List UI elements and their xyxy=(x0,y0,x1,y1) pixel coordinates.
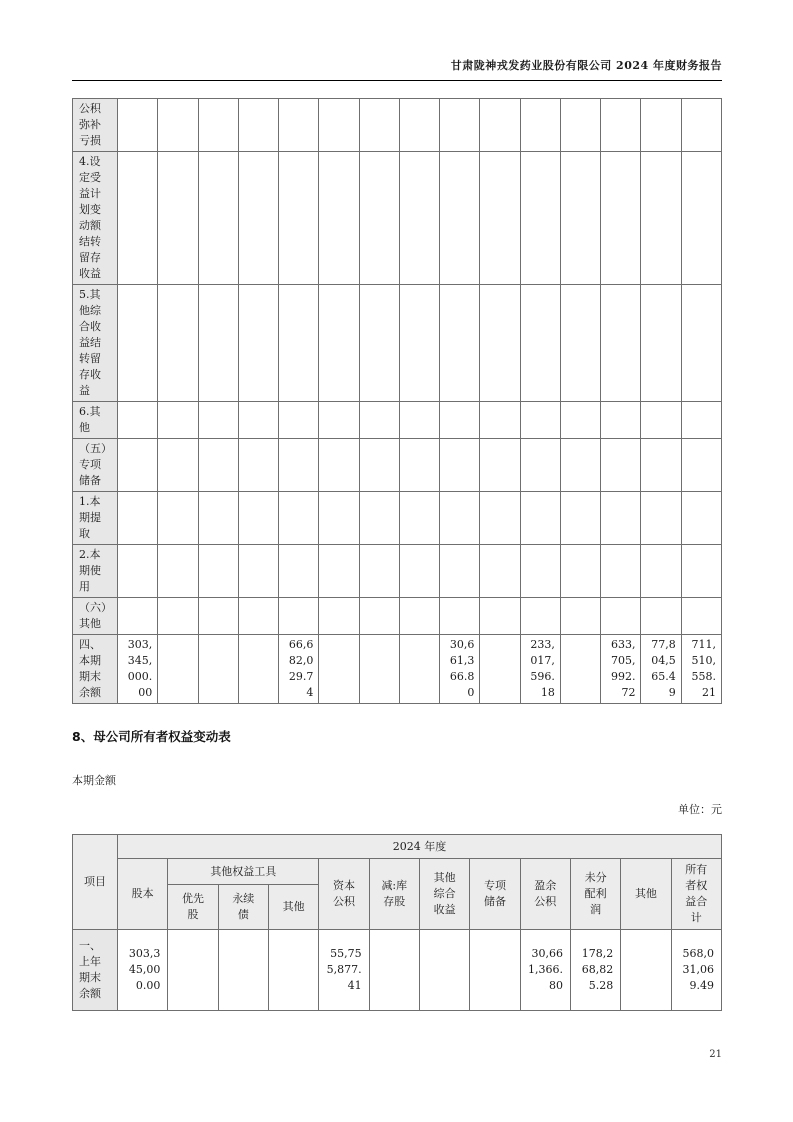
value-cell xyxy=(440,598,480,635)
row-label: 四、本期期末余额 xyxy=(73,635,118,704)
value-cell xyxy=(158,492,198,545)
value-cell xyxy=(601,598,641,635)
period-amount-label: 本期金额 xyxy=(72,774,116,787)
value-cell xyxy=(238,99,278,152)
value-cell: 303,345,000.00 xyxy=(118,930,168,1011)
value-cell xyxy=(601,439,641,492)
value-cell xyxy=(681,152,721,285)
col-header-capital-reserve: 资本公积 xyxy=(319,859,369,930)
value-cell xyxy=(279,285,319,402)
value-cell xyxy=(641,598,681,635)
value-cell xyxy=(560,439,600,492)
value-cell xyxy=(399,152,439,285)
value-cell xyxy=(158,99,198,152)
value-cell xyxy=(440,99,480,152)
value-cell xyxy=(560,492,600,545)
value-cell xyxy=(419,930,469,1011)
value-cell xyxy=(158,439,198,492)
value-cell xyxy=(681,402,721,439)
row-label: 2.本期使用 xyxy=(73,545,118,598)
table-row xyxy=(73,402,722,439)
value-cell xyxy=(118,402,158,439)
value-cell xyxy=(440,439,480,492)
value-cell xyxy=(369,930,419,1011)
value-cell xyxy=(319,402,359,439)
consolidated-equity-change-table-continued xyxy=(72,98,722,704)
value-cell xyxy=(399,492,439,545)
value-cell xyxy=(279,439,319,492)
col-header-less-treasury-shares: 减:库存股 xyxy=(369,859,419,930)
value-cell xyxy=(158,545,198,598)
col-header-item: 项目 xyxy=(73,835,118,930)
value-cell: 55,755,877.41 xyxy=(319,930,369,1011)
value-cell xyxy=(601,492,641,545)
value-cell xyxy=(198,99,238,152)
value-cell xyxy=(520,152,560,285)
value-cell xyxy=(399,635,439,704)
value-cell xyxy=(520,545,560,598)
value-cell xyxy=(198,285,238,402)
value-cell xyxy=(359,402,399,439)
value-cell xyxy=(359,99,399,152)
value-cell: 568,031,069.49 xyxy=(671,930,721,1011)
table-row xyxy=(73,598,722,635)
value-cell xyxy=(198,152,238,285)
value-cell xyxy=(238,439,278,492)
value-cell xyxy=(238,152,278,285)
value-cell xyxy=(198,635,238,704)
table-row xyxy=(73,492,722,545)
value-cell xyxy=(319,285,359,402)
value-cell xyxy=(238,635,278,704)
value-cell xyxy=(520,402,560,439)
value-cell xyxy=(118,492,158,545)
value-cell: 30,661,366.80 xyxy=(440,635,480,704)
value-cell xyxy=(520,439,560,492)
value-cell xyxy=(399,99,439,152)
parent-company-equity-change-table xyxy=(72,834,722,1011)
value-cell xyxy=(399,285,439,402)
col-header-other-equity-other: 其他 xyxy=(268,885,318,930)
value-cell xyxy=(359,439,399,492)
value-cell xyxy=(118,545,158,598)
value-cell xyxy=(399,545,439,598)
row-label: 6.其他 xyxy=(73,402,118,439)
value-cell xyxy=(480,152,520,285)
value-cell xyxy=(319,635,359,704)
row-label: 4.设定受益计划变动额结转留存收益 xyxy=(73,152,118,285)
col-header-share-capital: 股本 xyxy=(118,859,168,930)
table-row xyxy=(73,152,722,285)
value-cell xyxy=(319,492,359,545)
table-row xyxy=(73,635,722,704)
value-cell xyxy=(359,492,399,545)
value-cell xyxy=(480,635,520,704)
row-label: 一、上年期末余额 xyxy=(73,930,118,1011)
value-cell xyxy=(168,930,218,1011)
value-cell xyxy=(198,545,238,598)
value-cell xyxy=(399,598,439,635)
value-cell xyxy=(601,152,641,285)
value-cell xyxy=(601,545,641,598)
value-cell xyxy=(359,598,399,635)
col-header-perpetual-bonds: 永续债 xyxy=(218,885,268,930)
value-cell xyxy=(279,152,319,285)
table-header xyxy=(73,835,722,930)
col-header-surplus-reserve: 盈余公积 xyxy=(520,859,570,930)
value-cell xyxy=(480,492,520,545)
value-cell xyxy=(238,545,278,598)
value-cell xyxy=(238,402,278,439)
value-cell xyxy=(601,99,641,152)
value-cell xyxy=(560,152,600,285)
value-cell xyxy=(198,492,238,545)
value-cell xyxy=(520,285,560,402)
value-cell xyxy=(279,598,319,635)
value-cell xyxy=(641,99,681,152)
value-cell xyxy=(440,545,480,598)
value-cell xyxy=(560,285,600,402)
value-cell xyxy=(681,598,721,635)
value-cell xyxy=(560,635,600,704)
value-cell: 303,345,000.00 xyxy=(118,635,158,704)
value-cell xyxy=(319,152,359,285)
value-cell xyxy=(158,402,198,439)
value-cell xyxy=(359,152,399,285)
report-title: 甘肃陇神戎发药业股份有限公司 2024 年度财务报告 xyxy=(450,59,722,72)
value-cell xyxy=(470,930,520,1011)
value-cell xyxy=(158,598,198,635)
row-label: 5.其他综合收益结转留存收益 xyxy=(73,285,118,402)
table-row xyxy=(73,545,722,598)
value-cell xyxy=(480,285,520,402)
table-row xyxy=(73,439,722,492)
value-cell xyxy=(359,635,399,704)
value-cell xyxy=(681,285,721,402)
table-row xyxy=(73,99,722,152)
col-header-period: 2024 年度 xyxy=(118,835,722,859)
value-cell xyxy=(198,598,238,635)
value-cell xyxy=(198,402,238,439)
value-cell xyxy=(520,99,560,152)
value-cell xyxy=(359,545,399,598)
row-label: （六）其他 xyxy=(73,598,118,635)
value-cell xyxy=(560,99,600,152)
value-cell xyxy=(601,285,641,402)
row-label: 公积弥补亏损 xyxy=(73,99,118,152)
value-cell xyxy=(641,152,681,285)
value-cell xyxy=(440,152,480,285)
col-header-other: 其他 xyxy=(621,859,671,930)
value-cell xyxy=(118,285,158,402)
value-cell xyxy=(681,545,721,598)
value-cell xyxy=(440,402,480,439)
value-cell xyxy=(641,545,681,598)
col-header-undistributed-profit: 未分配利润 xyxy=(570,859,620,930)
value-cell xyxy=(480,99,520,152)
value-cell xyxy=(319,598,359,635)
value-cell xyxy=(118,439,158,492)
table-row xyxy=(73,930,722,1011)
col-header-total-owners-equity: 所有者权益合计 xyxy=(671,859,721,930)
value-cell xyxy=(319,99,359,152)
value-cell xyxy=(641,402,681,439)
value-cell xyxy=(681,439,721,492)
value-cell xyxy=(158,635,198,704)
value-cell: 233,017,596.18 xyxy=(520,635,560,704)
value-cell xyxy=(238,492,278,545)
value-cell xyxy=(118,598,158,635)
row-label: 1.本期提取 xyxy=(73,492,118,545)
value-cell xyxy=(118,152,158,285)
value-cell xyxy=(641,285,681,402)
table-body xyxy=(73,99,722,704)
value-cell xyxy=(218,930,268,1011)
value-cell xyxy=(520,492,560,545)
value-cell xyxy=(560,598,600,635)
value-cell xyxy=(681,99,721,152)
page-header xyxy=(72,0,722,81)
value-cell xyxy=(279,402,319,439)
value-cell xyxy=(480,439,520,492)
value-cell: 77,804,565.49 xyxy=(641,635,681,704)
value-cell xyxy=(681,492,721,545)
value-cell xyxy=(399,439,439,492)
value-cell xyxy=(118,99,158,152)
value-cell xyxy=(319,545,359,598)
value-cell xyxy=(279,99,319,152)
value-cell xyxy=(440,492,480,545)
value-cell xyxy=(279,492,319,545)
value-cell xyxy=(268,930,318,1011)
section-heading: 8、母公司所有者权益变动表 xyxy=(72,729,231,744)
value-cell xyxy=(480,402,520,439)
value-cell xyxy=(601,402,641,439)
value-cell: 66,682,029.74 xyxy=(279,635,319,704)
value-cell xyxy=(319,439,359,492)
col-header-other-comprehensive-income: 其他综合收益 xyxy=(419,859,469,930)
value-cell xyxy=(279,545,319,598)
value-cell xyxy=(480,545,520,598)
unit-label: 单位：元 xyxy=(678,803,722,816)
value-cell xyxy=(399,402,439,439)
value-cell xyxy=(641,439,681,492)
value-cell xyxy=(238,598,278,635)
col-header-other-equity-instruments: 其他权益工具 xyxy=(168,859,319,885)
value-cell xyxy=(520,598,560,635)
table-body xyxy=(73,930,722,1011)
value-cell: 633,705,992.72 xyxy=(601,635,641,704)
row-label: （五）专项储备 xyxy=(73,439,118,492)
value-cell xyxy=(158,285,198,402)
col-header-preferred-shares: 优先股 xyxy=(168,885,218,930)
table-row xyxy=(73,285,722,402)
value-cell xyxy=(238,285,278,402)
value-cell xyxy=(480,598,520,635)
value-cell: 178,268,825.28 xyxy=(570,930,620,1011)
value-cell xyxy=(158,152,198,285)
value-cell xyxy=(641,492,681,545)
value-cell xyxy=(198,439,238,492)
value-cell xyxy=(359,285,399,402)
page-number: 21 xyxy=(709,1049,722,1060)
col-header-special-reserve: 专项储备 xyxy=(470,859,520,930)
page-content xyxy=(72,0,722,1011)
value-cell xyxy=(440,285,480,402)
value-cell xyxy=(560,402,600,439)
value-cell: 711,510,558.21 xyxy=(681,635,721,704)
value-cell xyxy=(621,930,671,1011)
value-cell xyxy=(560,545,600,598)
value-cell: 30,661,366.80 xyxy=(520,930,570,1011)
